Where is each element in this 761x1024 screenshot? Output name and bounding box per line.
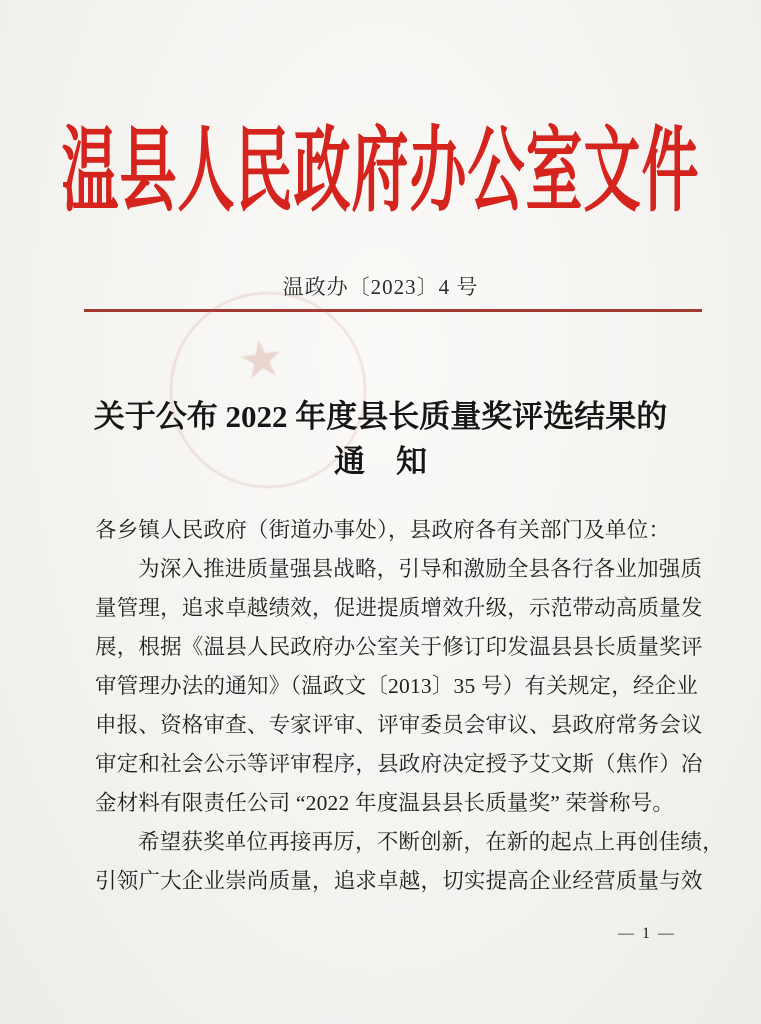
- body-line: 希望获奖单位再接再厉，不断创新，在新的起点上再创佳绩，: [138, 830, 724, 854]
- document-title-line-1: 关于公布 2022 年度县长质量奖评选结果的: [93, 399, 668, 434]
- body-line: 引领广大企业崇尚质量，追求卓越，切实提高企业经营质量与效: [95, 869, 703, 893]
- body-line: 金材料有限责任公司 “2022 年度温县县长质量奖” 荣誉称号。: [95, 791, 675, 815]
- seal-star-icon: ★: [234, 329, 289, 392]
- body-line: 为深入推进质量强县战略，引导和激励全县各行各业加强质: [138, 557, 703, 581]
- body-line: 审管理办法的通知》（温政文〔2013〕35 号）有关规定，经企业: [95, 674, 699, 698]
- page-number: — 1 —: [618, 925, 676, 942]
- body-line: 各乡镇人民政府（街道办事处），县政府各有关部门及单位：: [95, 518, 671, 542]
- red-header-banner: 温县人民政府办公室文件: [61, 121, 700, 224]
- body-line: 审定和社会公示等评审程序，县政府决定授予艾文斯（焦作）冶: [95, 752, 703, 776]
- document-number: 温政办〔2023〕4 号: [282, 275, 479, 299]
- document-body: [95, 511, 724, 901]
- body-line: 申报、资格审查、专家评审、评审委员会审议、县政府常务会议: [95, 713, 703, 737]
- body-line: 量管理，追求卓越绩效，促进提质增效升级，示范带动高质量发: [95, 596, 703, 620]
- body-line: 展，根据《温县人民政府办公室关于修订印发温县县长质量奖评: [95, 635, 703, 659]
- header-divider-rule: [84, 309, 702, 312]
- document-title-line-2: 通 知: [334, 444, 427, 479]
